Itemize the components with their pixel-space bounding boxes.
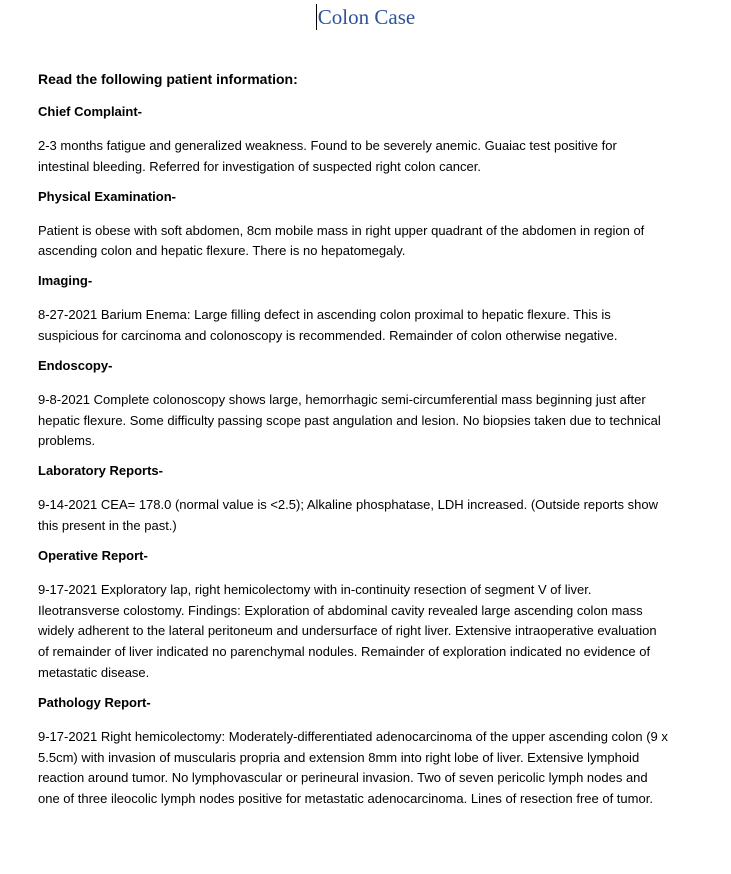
section-body-endoscopy: 9-8-2021 Complete colonoscopy shows large, hemorrhagic semi-circumferential mass beginning just after hepatic flexure. Some difficulty passing scope past angulation and lesion. No biopsies taken due to technical problems. [38,391,661,449]
document-content [38,69,668,820]
section-heading-chief-complaint: Chief Complaint- [38,104,142,119]
section-heading-endoscopy: Endoscopy- [38,357,113,373]
section-heading-physical-examination: Physical Examination- [38,188,176,204]
intro-heading: Read the following patient information: [38,71,298,87]
section-heading-pathology-report: Pathology Report- [38,694,151,710]
section-heading-operative-report: Operative Report- [38,547,148,563]
section-heading-imaging: Imaging- [38,273,93,289]
section-body-imaging: 8-27-2021 Barium Enema: Large filling defect in ascending colon proximal to hepatic flexure. This is suspicious for carcinoma and colonoscopy is recommended. Remainder of colon otherwise negative. [38,307,618,343]
section-heading-laboratory-reports: Laboratory Reports- [38,463,163,479]
document-title[interactable]: Colon Case [317,5,416,29]
title-container [0,4,731,30]
section-body-pathology-report: 9-17-2021 Right hemicolectomy: Moderately-differentiated adenocarcinoma of the upper ascending colon (9 x 5.5cm) with invasion of muscularis propria and extension 8mm into right lobe of liver. Extensive lymphoid reaction around tumor. No lymphovascular or perineural invasion. Two of seven pericolic lymph nodes and one of three ileocolic lymph nodes positive for metastatic adenocarcinoma. Lines of resection free of tumor. [38,728,668,807]
section-body-operative-report: 9-17-2021 Exploratory lap, right hemicolectomy with in-continuity resection of segment V of liver. Ileotransverse colostomy. Findings: Exploration of abdominal cavity revealed large ascending colon mass widely adherent to the lateral peritoneum and undersurface of right liver. Extensive intraoperative evaluation of remainder of liver indicated no parenchymal nodules. Remainder of exploration indicated no evidence of metastatic disease. [38,581,657,680]
section-body-chief-complaint: 2-3 months fatigue and generalized weakness. Found to be severely anemic. Guaiac test positive for intestinal bleeding. Referred for investigation of suspected right colon cancer. [38,138,617,174]
section-body-physical-examination: Patient is obese with soft abdomen, 8cm mobile mass in right upper quadrant of the abdomen in region of ascending colon and hepatic flexure. There is no hepatomegaly. [38,222,645,259]
section-body-laboratory-reports: 9-14-2021 CEA= 178.0 (normal value is <2.5); Alkaline phosphatase, LDH increased. (Outside reports show this present in the past.) [38,497,659,533]
